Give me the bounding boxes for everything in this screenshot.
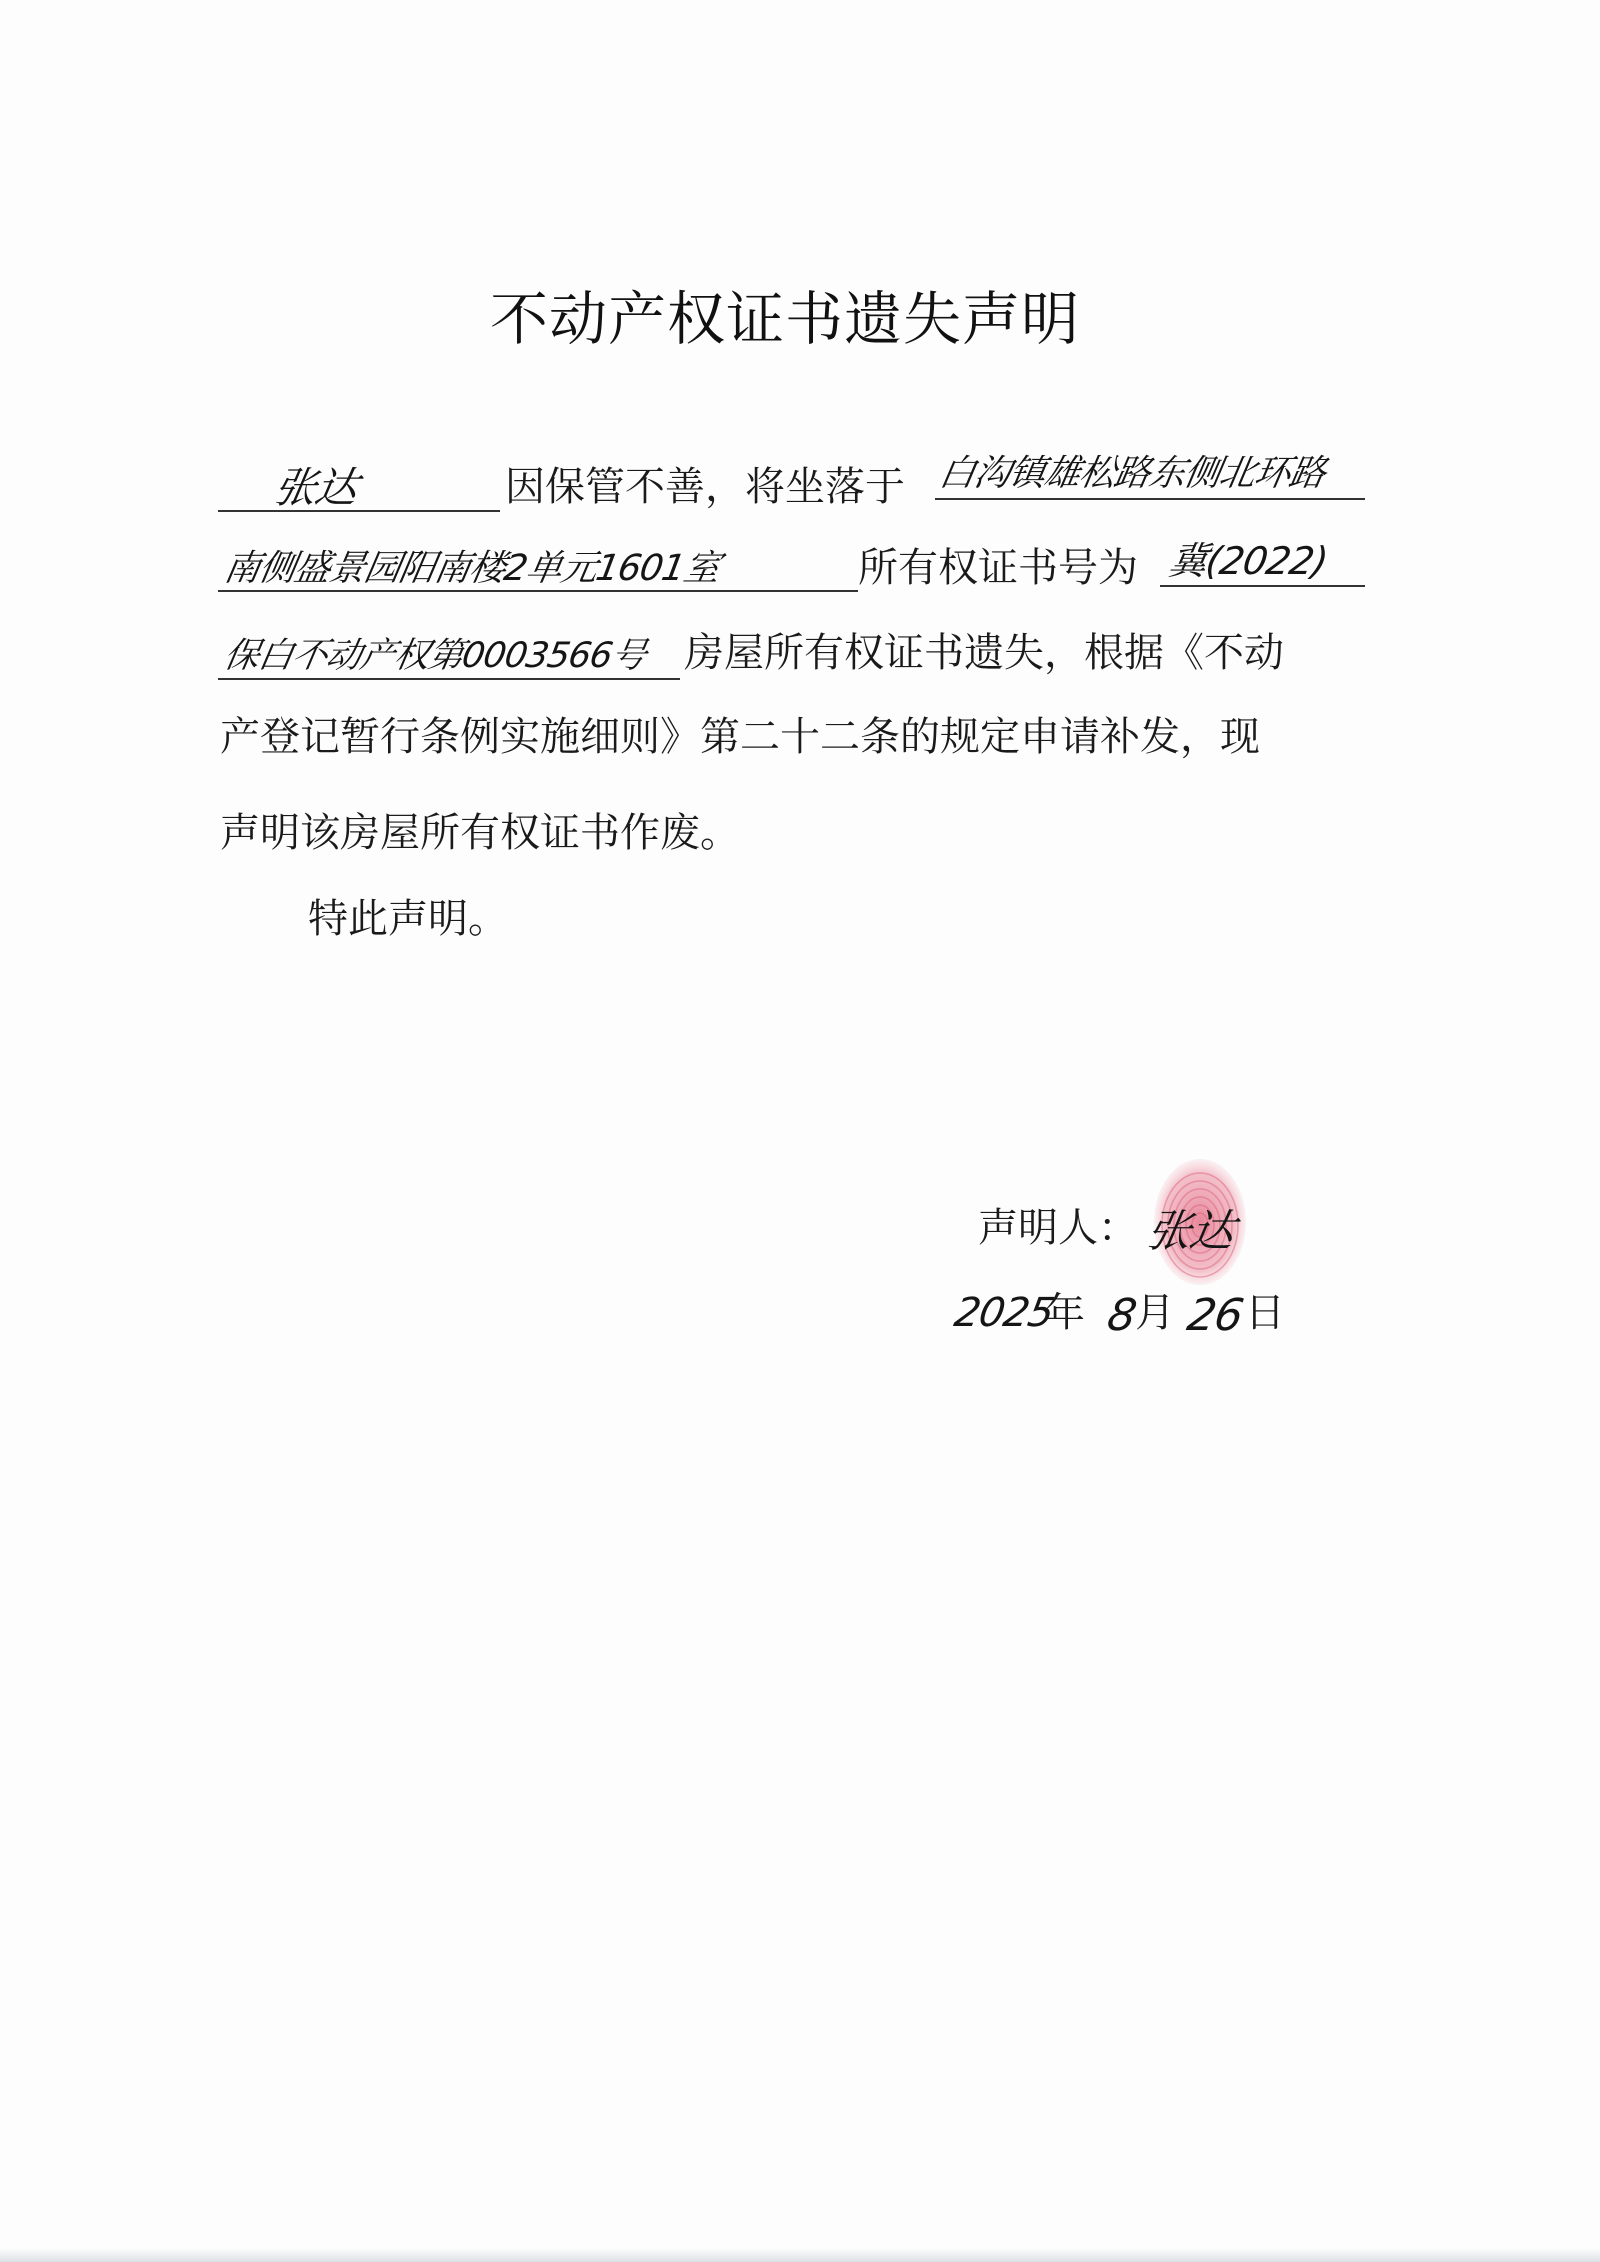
statement-text-1: 因保管不善，将坐落于 xyxy=(505,464,905,510)
document-title: 不动产权证书遗失声明 xyxy=(489,285,1080,353)
date-month-label: 月 xyxy=(1135,1290,1175,1336)
cert-number-handwriting-1: 冀(2022) xyxy=(1165,539,1331,583)
statement-text-3: 房屋所有权证书遗失，根据《不动 xyxy=(684,630,1284,676)
statement-text-2: 所有权证书号为 xyxy=(858,545,1138,591)
date-month-handwriting: 8 xyxy=(1103,1290,1140,1341)
scan-edge-shadow xyxy=(0,2248,1600,2262)
address-handwriting-1: 白沟镇雄松路东侧北环路 xyxy=(935,453,1329,494)
declarant-label: 声明人： xyxy=(978,1205,1138,1251)
statement-text-4: 产登记暂行条例实施细则》第二十二条的规定申请补发，现 xyxy=(220,714,1260,760)
owner-name-handwriting: 张达 xyxy=(270,463,361,512)
date-day-handwriting: 26 xyxy=(1183,1290,1247,1341)
date-day-label: 日 xyxy=(1245,1290,1285,1336)
closing-text: 特此声明。 xyxy=(308,896,508,942)
cert-number-handwriting-2: 保白不动产权第0003566号 xyxy=(220,636,649,676)
statement-text-5: 声明该房屋所有权证书作废。 xyxy=(220,810,740,856)
date-year-handwriting: 2025 xyxy=(950,1290,1057,1336)
address-handwriting-2: 南侧盛景园阳南楼2单元1601室 xyxy=(220,548,723,589)
declarant-signature: 张达 xyxy=(1142,1206,1238,1257)
date-year-label: 年 xyxy=(1045,1290,1085,1336)
